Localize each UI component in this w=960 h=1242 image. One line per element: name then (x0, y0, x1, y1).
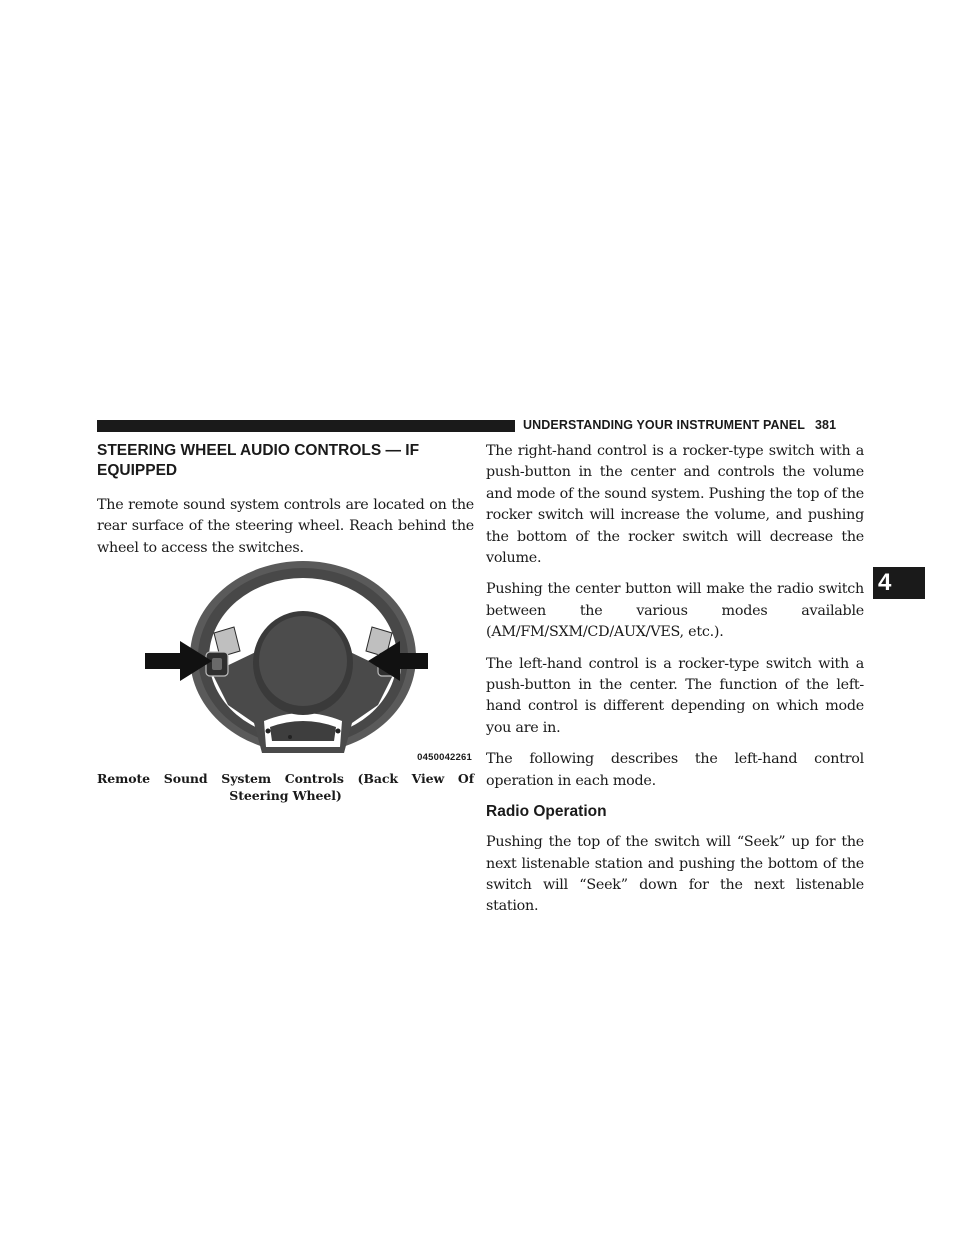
page-number: 381 (814, 418, 837, 432)
steering-wheel-figure (140, 555, 475, 767)
right-column (486, 441, 864, 928)
left-column (97, 441, 474, 569)
right-paragraph-3: The left-hand control is a rocker-type switch with a push-button in the center. The function of the left-hand control is different depending on which mode you are in. (486, 655, 864, 736)
section-heading: STEERING WHEEL AUDIO CONTROLS — IF EQUIPPED (97, 442, 420, 479)
chapter-tab: 4 (873, 567, 925, 599)
right-paragraph-4: The following describes the left-hand control operation in each mode. (486, 751, 864, 789)
intro-paragraph: The remote sound system controls are located on the rear surface of the steering wheel. Reach behind the wheel to access the switches. (97, 497, 474, 556)
radio-operation-heading: Radio Operation (486, 803, 607, 821)
right-paragraph-2: Pushing the center button will make the radio switch between the various modes available (AM/FM/SXM/CD/AUX/VES, etc.). (486, 581, 864, 641)
figure-image-id: 0450042261 (417, 752, 472, 763)
running-header (523, 418, 836, 432)
radio-operation-paragraph: Pushing the top of the switch will “Seek” up for the next listenable station and pushing the bottom of the switch will “Seek” down for the next listenable station. (486, 834, 864, 915)
right-paragraph-1: The right-hand control is a rocker-type switch with a push-button in the center and controls the volume and mode of the sound system. Pushing the top of the rocker switch will increase the volume, and pushing the bottom of the rocker switch will decrease the volume. (486, 443, 864, 567)
header-title: UNDERSTANDING YOUR INSTRUMENT PANEL (523, 418, 805, 432)
header-rule (97, 420, 515, 432)
steering-wheel-illustration (140, 555, 475, 767)
figure-caption: Remote Sound System Controls (Back View Of Steering Wheel) (97, 771, 474, 803)
